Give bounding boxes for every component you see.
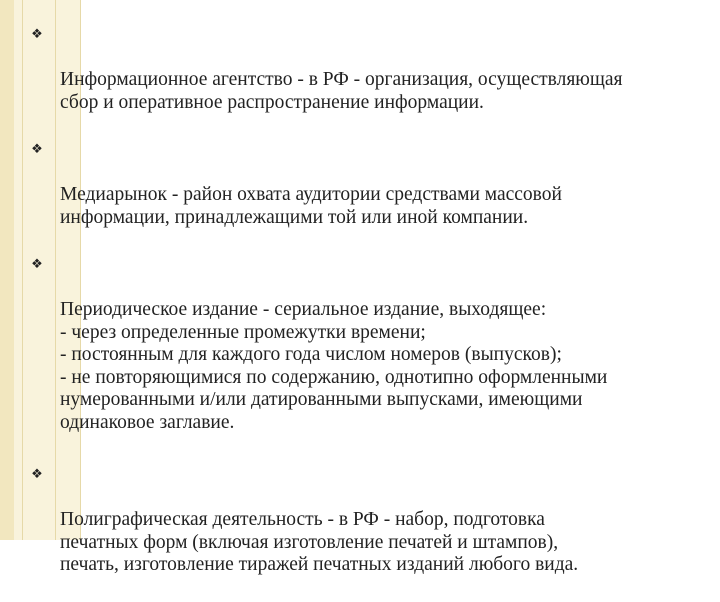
list-item [30,254,700,434]
diamond-bullet-icon: ❖ [31,141,43,157]
diamond-bullet-icon: ❖ [31,256,43,272]
list-item [30,464,700,577]
list-item-text: Медиарынок - район охвата аудитории средствами массовой информации, принадлежащими той или иной компании. [60,184,562,228]
diamond-bullet-icon: ❖ [31,466,43,482]
list-item-text: Полиграфическая деятельность - в РФ - набор, подготовка печатных форм (включая изготовление печатей и штампов), печать, изготовление тиражей печатных изданий любого вида. [60,509,579,575]
list-item [30,139,700,229]
list-item-text: Периодическое издание - сериальное издание, выходящее: - через определенные промежутки времени; - постоянным для каждого года числом номеров (выпусков); - не повторяющимися по содержанию, однотипно оформленными нумерованными и/или датированными выпусками, имеющими одинаковое заглавие. [60,299,608,433]
bullet-list [30,24,700,602]
list-item [30,24,700,114]
list-item-text: Информационное агентство - в РФ - организация, осуществляющая сбор и оперативное распространение информации. [60,69,623,113]
diamond-bullet-icon: ❖ [31,26,43,42]
